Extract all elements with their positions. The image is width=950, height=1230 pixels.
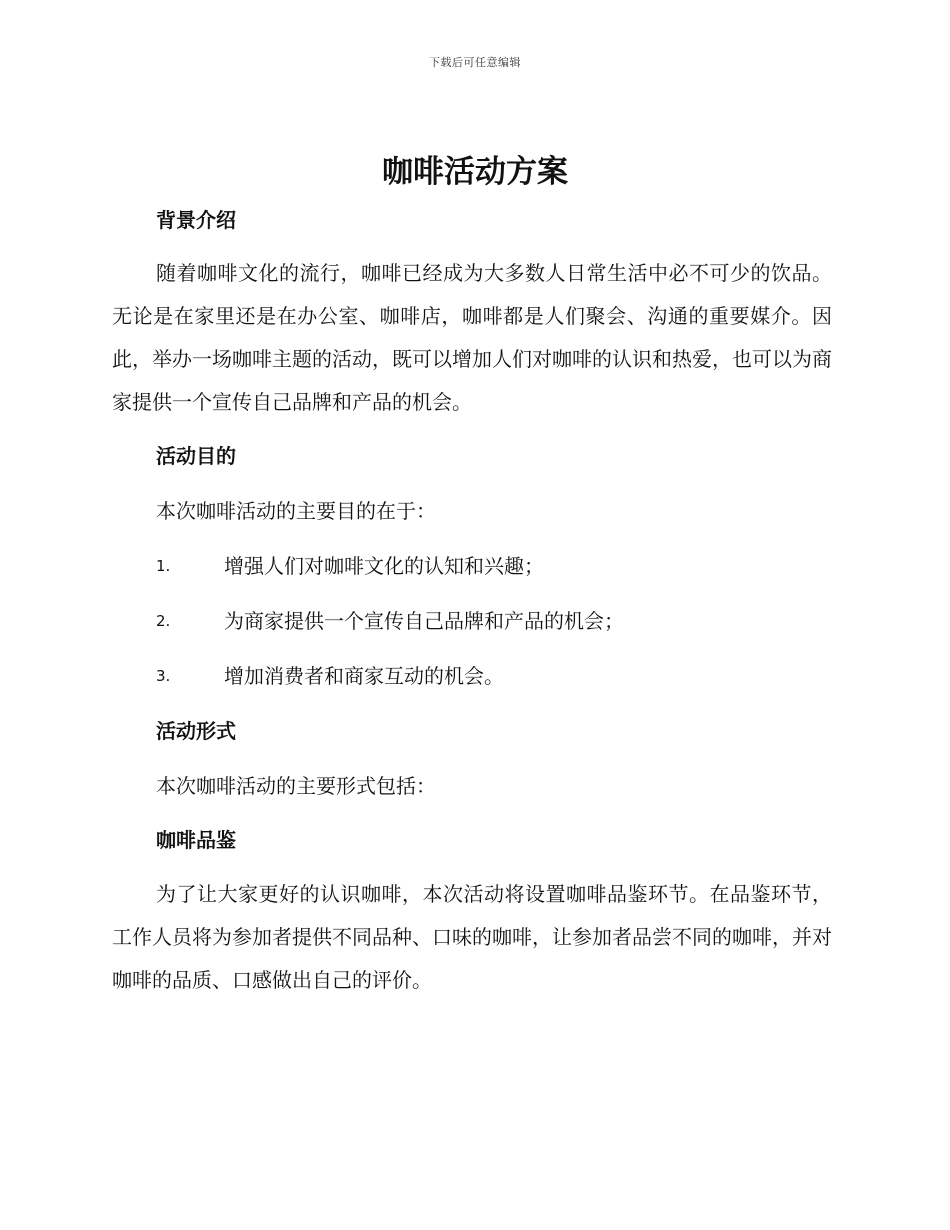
section-heading-format: 活动形式 bbox=[156, 719, 236, 743]
section-heading-background: 背景介绍 bbox=[156, 208, 236, 232]
list-item-text: 为商家提供一个宣传自己品牌和产品的机会； bbox=[224, 609, 624, 633]
list-item-text: 增强人们对咖啡文化的认知和兴趣； bbox=[224, 554, 544, 578]
section-heading-purpose: 活动目的 bbox=[156, 444, 236, 468]
list-item-number: 3. bbox=[156, 667, 171, 685]
paragraph-background: 随着咖啡文化的流行，咖啡已经成为大多数人日常生活中必不可少的饮品。无论是在家里还是在办公室、咖啡店，咖啡都是人们聚会、沟通的重要媒介。因此，举办一场咖啡主题的活动，既可以增加人们对咖啡的认识和热爱，也可以为商家提供一个宣传自己品牌和产品的机会。 bbox=[112, 261, 832, 414]
document-title: 咖啡活动方案 bbox=[382, 154, 568, 190]
header-note: 下载后可任意编辑 bbox=[429, 56, 521, 69]
paragraph-purpose-intro: 本次咖啡活动的主要目的在于： bbox=[156, 499, 436, 523]
section-heading-tasting: 咖啡品鉴 bbox=[156, 828, 236, 852]
list-item-number: 1. bbox=[156, 557, 171, 575]
list-item-text: 增加消费者和商家互动的机会。 bbox=[224, 664, 504, 688]
list-item-number: 2. bbox=[156, 612, 171, 630]
paragraph-tasting: 为了让大家更好的认识咖啡，本次活动将设置咖啡品鉴环节。在品鉴环节，工作人员将为参加者提供不同品种、口味的咖啡，让参加者品尝不同的咖啡，并对咖啡的品质、口感做出自己的评价。 bbox=[112, 882, 832, 992]
paragraph-format-intro: 本次咖啡活动的主要形式包括： bbox=[156, 774, 436, 798]
